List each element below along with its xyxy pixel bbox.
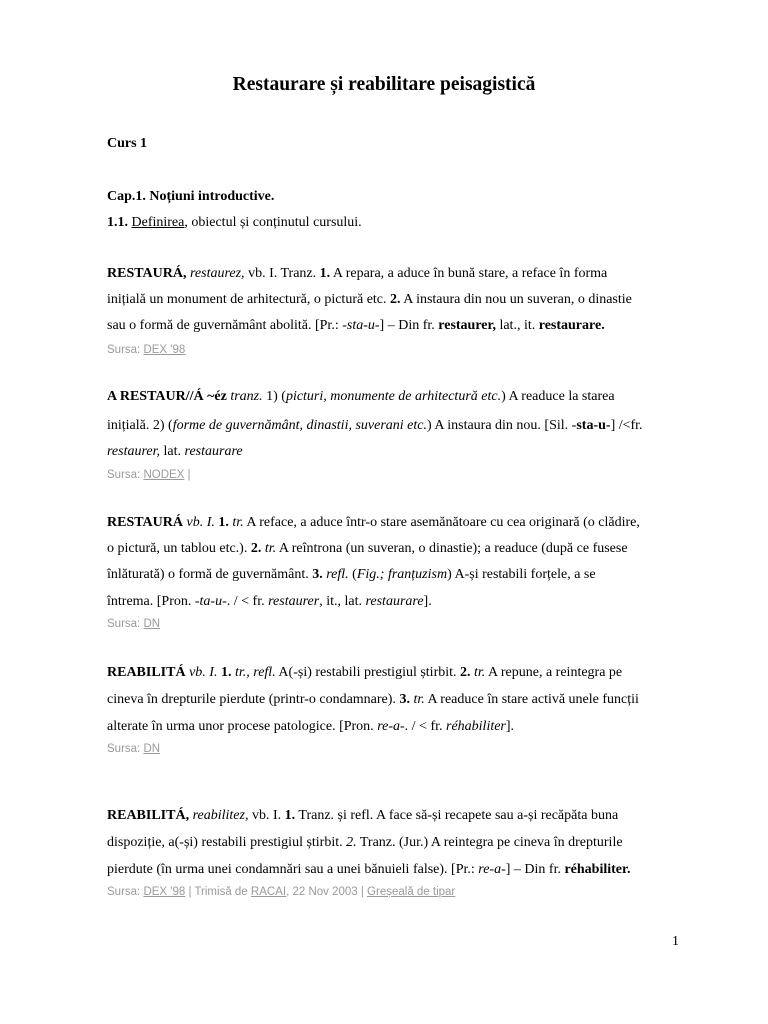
entry-3-line-2: o pictură, un tablou etc.). 2. tr. A reîntrona (un suveran, o dinastie); a readuce (după ce fusese <box>107 541 628 556</box>
entry-2-line-1: A RESTAUR//Á ~éz tranz. 1) (picturi, monumente de arhitectură etc.) A readuce la starea <box>107 389 615 404</box>
entry-2-source: Sursa: NODEX | <box>107 469 191 481</box>
entry-3-line-3: înlăturată) o formă de guvernământ. 3. refl. (Fig.; franțuzism) A-și restabili forțele, a se <box>107 567 596 582</box>
entry-4-line-3: alterate în urma unor procese patologice. [Pron. re-a-. / < fr. réhabiliter]. <box>107 719 515 734</box>
user-link[interactable]: RACAI <box>250 886 287 898</box>
entry-5-line-3: pierdute (în urma unei condamnări sau a unei bănuieli false). [Pr.: re-a-] – Din fr. réhabiliter. <box>107 862 631 877</box>
source-link-dex98[interactable]: DEX '98 <box>143 344 186 356</box>
entry-1-line-1: RESTAURÁ, restaurez, vb. I. Tranz. 1. A repara, a aduce în bună stare, a reface în forma <box>107 266 608 281</box>
section-heading <box>107 215 362 231</box>
entry-3-line-1: RESTAURÁ vb. I. 1. tr. A reface, a aduce într-o stare asemănătoare cu cea originară (o clădire, <box>107 515 640 530</box>
entry-4-line-2: cineva în drepturile pierdute (printr-o condamnare). 3. tr. A readuce în stare activă unele funcții <box>107 692 639 707</box>
entry-2-line-2: inițială. 2) (forme de guvernământ, dinastii, suverani etc.) A instaura din nou. [Sil. -sta-u-] /<fr. <box>107 418 643 433</box>
chapter-heading: Cap.1. Noțiuni introductive. <box>107 189 275 204</box>
entry-headword: RESTAURÁ <box>107 515 183 530</box>
source-link-nodex[interactable]: NODEX <box>143 469 185 481</box>
entry-5-source: Sursa: DEX '98 | Trimisă de RACAI, 22 Nov 2003 | Greșeală de tipar <box>107 886 456 898</box>
course-heading: Curs 1 <box>107 136 148 151</box>
entry-1-line-2: inițială un monument de arhitectură, o pictură etc. 2. A instaura din nou un suveran, o dinastie <box>107 292 632 307</box>
section-text: , obiectul și conținutul cursului. <box>184 215 362 230</box>
entry-headword: REABILITÁ <box>107 665 186 680</box>
source-link-dn[interactable]: DN <box>143 743 161 755</box>
entry-4-source: Sursa: DN <box>107 743 161 755</box>
entry-headword: REABILITÁ, <box>107 808 190 823</box>
source-link-dex98[interactable]: DEX '98 <box>143 886 186 898</box>
section-number: 1.1. <box>107 215 128 230</box>
page-number: 1 <box>672 934 679 949</box>
entry-3-line-4: întrema. [Pron. -ta-u-. / < fr. restaurer, it., lat. restaurare]. <box>107 594 432 609</box>
entry-headword: RESTAURÁ, <box>107 266 187 281</box>
entry-1-source: Sursa: DEX '98 <box>107 344 186 356</box>
entry-3-source: Sursa: DN <box>107 618 161 630</box>
entry-5-line-1: REABILITÁ, reabilitez, vb. I. 1. Tranz. și refl. A face să-și recapete sau a-și recăpăta buna <box>107 808 619 823</box>
entry-1-line-3: sau o formă de guvernământ abolită. [Pr.: -sta-u-] – Din fr. restaurer, lat., it. restaurare. <box>107 318 605 333</box>
entry-2-line-3: restaurer, lat. restaurare <box>107 444 243 459</box>
source-link-dn[interactable]: DN <box>143 618 161 630</box>
section-link[interactable]: Definirea <box>131 215 185 230</box>
entry-headword: A RESTAUR//Á ~éz <box>107 389 227 404</box>
typo-report-link[interactable]: Greșeală de tipar <box>367 886 456 898</box>
entry-4-line-1: REABILITÁ vb. I. 1. tr., refl. A(-și) restabili prestigiul știrbit. 2. tr. A repune, a reintegra pe <box>107 665 623 680</box>
page-title: Restaurare și reabilitare peisagistică <box>232 74 536 95</box>
entry-5-line-2: dispoziție, a(-și) restabili prestigiul știrbit. 2. Tranz. (Jur.) A reintegra pe cineva în drepturile <box>107 835 623 850</box>
